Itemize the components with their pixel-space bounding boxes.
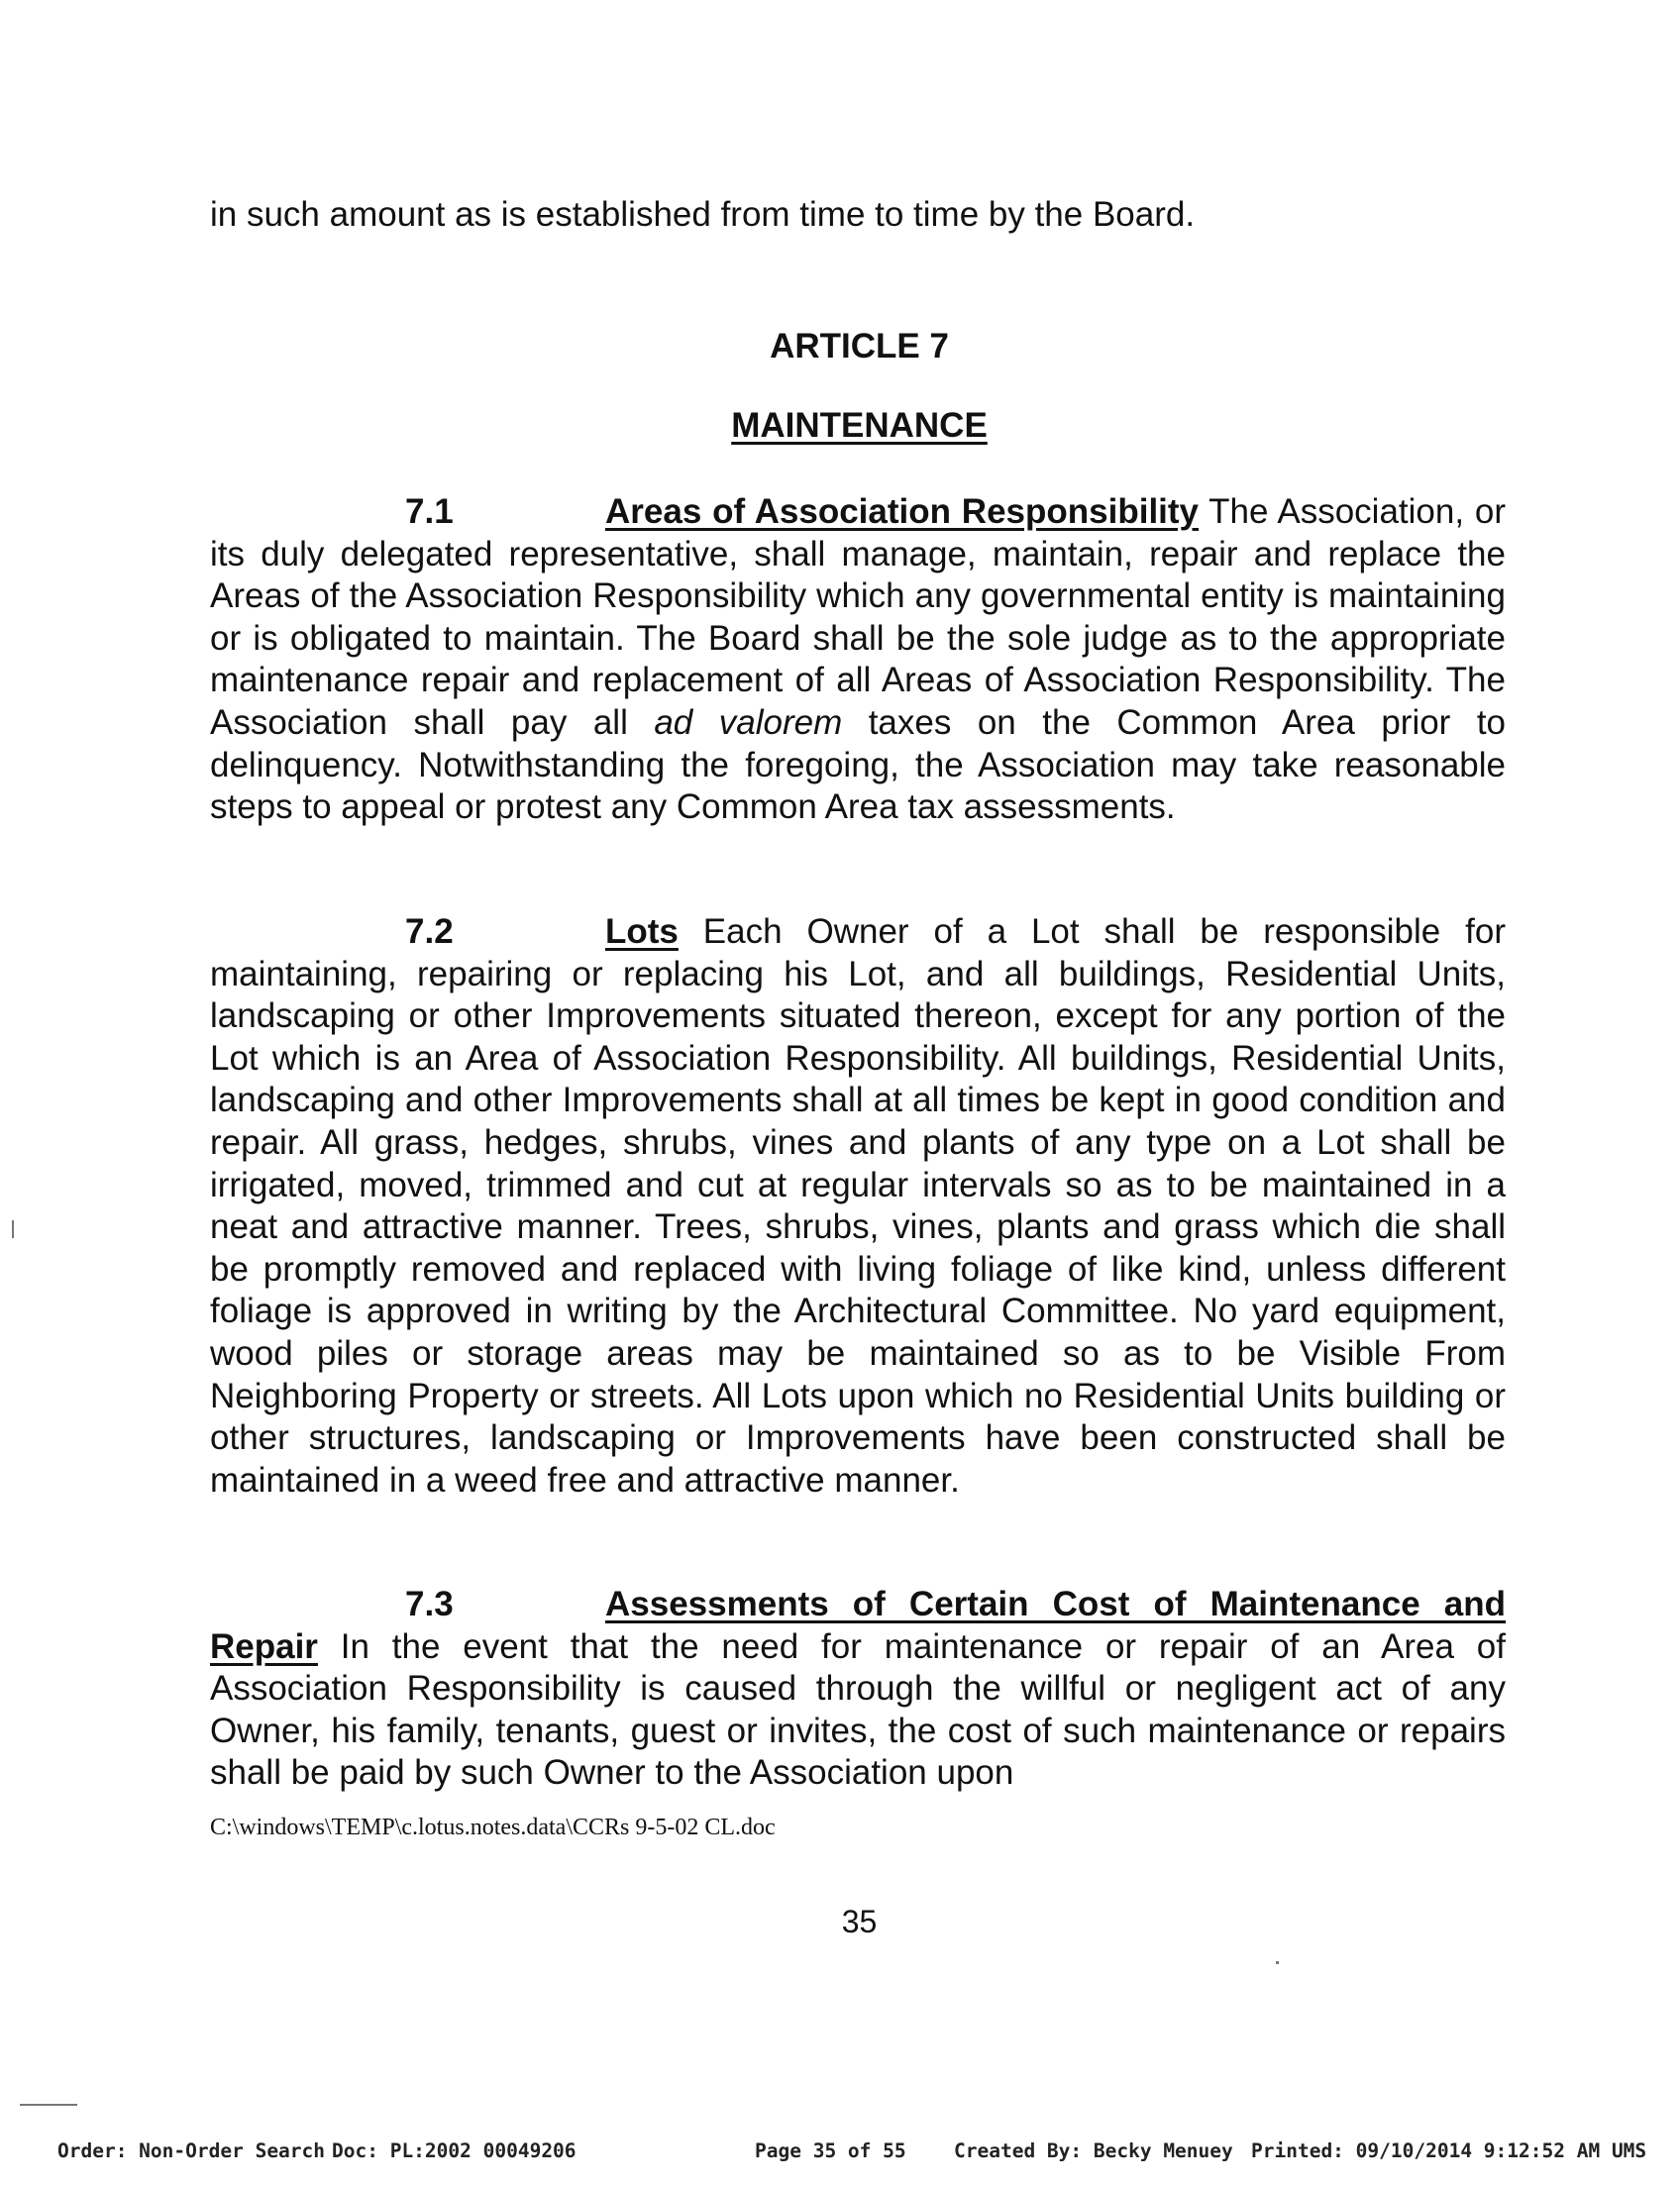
- section-body: In the event that the need for maintenance or repair of an Area of Association Responsibility is caused through the willful or negligent act of any Owner, his family, tenants, guest or invites, the cost of such maintenance or repairs shall be paid by such Owner to the Association upon: [210, 1626, 1506, 1793]
- print-footer: [0, 2139, 1680, 2171]
- section-7-3: [210, 1584, 1506, 1795]
- scan-mark: [20, 2104, 77, 2106]
- section-number: 7.3: [405, 1585, 454, 1623]
- article-number: ARTICLE 7: [770, 327, 949, 365]
- section-body: Each Owner of a Lot shall be responsible for maintaining, repairing or replacing his Lot, and all buildings, Residential Units, landscaping or other Improvements situated thereon, except for any portion of the Lot which is an Area of Association Responsibility. All buildings, Residential Units, landscaping and other Improvements shall at all times be kept in good condition and repair. All grass, hedges, shrubs, vines and plants of any type on a Lot shall be irrigated, moved, trimmed and cut at regular intervals so as to be maintained in a neat and attractive manner. Trees, shrubs, vines, plants and grass which die shall be promptly removed and replaced with living foliage of like kind, unless different foliage is approved in writing by the Architectural Committee. No yard equipment, wood piles or storage areas may be maintained so as to be Visible From Neighboring Property or streets. All Lots upon which no Residential Units building or other structures, landscaping or Improvements have been constructed shall be maintained in a weed free and attractive manner.: [210, 912, 1506, 1500]
- footer-order: Order: Non-Order Search: [57, 2139, 326, 2162]
- footer-created-by: Created By: Becky Menuey: [954, 2139, 1233, 2162]
- article-title-text: MAINTENANCE: [731, 406, 988, 445]
- section-7-1: [210, 491, 1506, 829]
- carryover-line: in such amount as is established from time to time by the Board.: [210, 195, 1196, 234]
- section-number: 7.2: [405, 912, 454, 951]
- section-heading: Assessments of Certain Cost of Maintenance and Repair: [210, 1585, 1506, 1666]
- file-path: C:\windows\TEMP\c.lotus.notes.data\CCRs 9-5-02 CL.doc: [210, 1815, 776, 1840]
- section-7-2: [210, 911, 1506, 1502]
- section-heading: Lots: [605, 912, 679, 951]
- scan-mark: [1276, 1961, 1279, 1964]
- article-title: [0, 406, 1680, 446]
- footer-doc: Doc: PL:2002 00049206: [332, 2139, 577, 2162]
- section-number: 7.1: [405, 492, 454, 531]
- section-body: taxes on the Common Area prior to delinquency. Notwithstanding the foregoing, the Association may take reasonable steps to appeal or protest any Common Area tax assessments.: [210, 702, 1507, 827]
- page-number: 35: [841, 1904, 878, 1939]
- section-body: The Association, or its duly delegated representative, shall manage, maintain, repair and replace the Areas of the Association Responsibility which any governmental entity is maintaining or is obligated to maintain. The Board shall be the sole judge as to the appropriate maintenance repair and replacement of all Areas of Association Responsibility. The Association shall pay all: [210, 492, 1506, 742]
- footer-printed: Printed: 09/10/2014 9:12:52 AM UMS: [1251, 2139, 1647, 2162]
- footer-page: Page 35 of 55: [755, 2139, 906, 2162]
- section-body-italic: ad valorem: [654, 702, 843, 742]
- scan-mark: [12, 1220, 14, 1238]
- section-heading: Areas of Association Responsibility: [605, 492, 1200, 531]
